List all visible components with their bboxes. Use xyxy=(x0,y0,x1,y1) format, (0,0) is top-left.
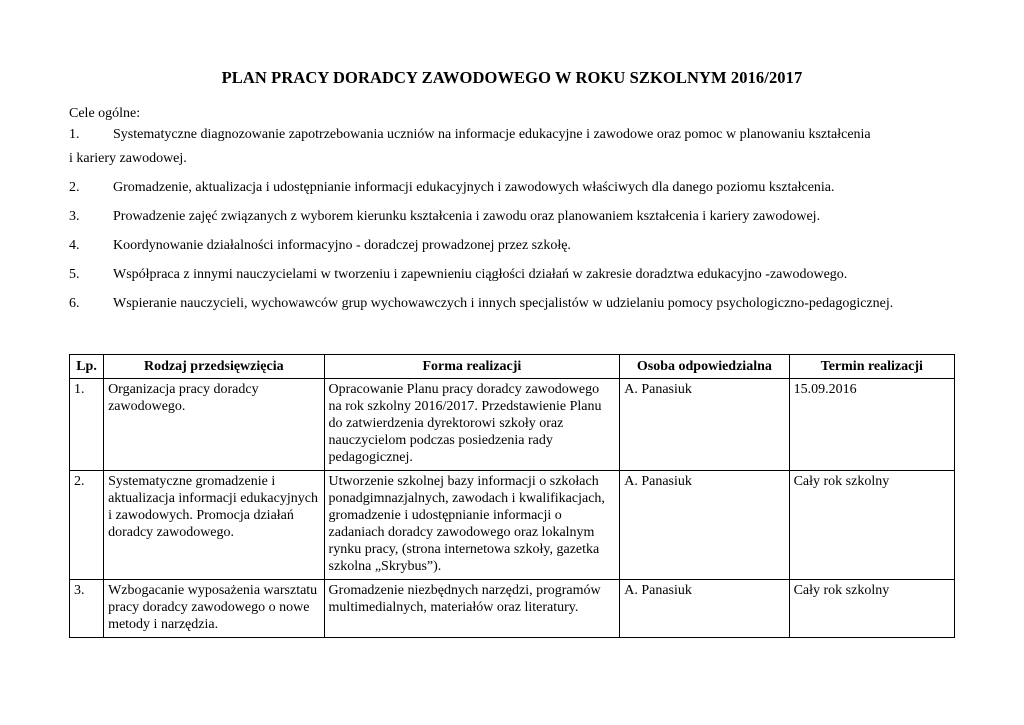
cell-lp: 2. xyxy=(70,471,104,580)
cell-lp: 3. xyxy=(70,580,104,638)
goal-item xyxy=(69,124,949,146)
goal-item xyxy=(69,177,949,199)
goal-number: 5. xyxy=(69,267,80,282)
cell-rodzaj: Systematyczne gromadzenie i aktualizacja informacji edukacyjnych i zawodowych. Promocja działań doradcy zawodowego. xyxy=(104,471,324,580)
goal-text: Prowadzenie zajęć związanych z wyborem kierunku kształcenia i zawodu oraz planowaniem kształcenia i kariery zawodowej. xyxy=(113,209,821,224)
goal-text: Współpraca z innymi nauczycielami w tworzeniu i zapewnieniu ciągłości działań w zakresie doradztwa edukacyjno -zawodowego. xyxy=(113,267,848,282)
cell-rodzaj: Organizacja pracy doradcy zawodowego. xyxy=(104,379,324,471)
cell-forma: Opracowanie Planu pracy doradcy zawodowego na rok szkolny 2016/2017. Przedstawienie Planu do zatwierdzenia dyrektorowi szkoły oraz nauczycielom podczas posiedzenia rady pedagogicznej. xyxy=(324,379,620,471)
goal-item xyxy=(69,235,949,257)
cell-osoba: A. Panasiuk xyxy=(620,580,789,638)
header-rodzaj: Rodzaj przedsięwzięcia xyxy=(104,355,324,379)
cell-termin: 15.09.2016 xyxy=(789,379,954,471)
cell-osoba: A. Panasiuk xyxy=(620,471,789,580)
cell-osoba: A. Panasiuk xyxy=(620,379,789,471)
table-header-row xyxy=(70,355,955,379)
goal-item xyxy=(69,264,949,286)
goal-item-continuation xyxy=(69,148,949,170)
goal-item xyxy=(69,293,949,315)
header-termin: Termin realizacji xyxy=(789,355,954,379)
goal-text: Systematyczne diagnozowanie zapotrzebowania uczniów na informacje edukacyjne i zawodowe oraz pomoc w planowaniu kształcenia xyxy=(113,127,871,142)
header-lp: Lp. xyxy=(70,355,104,379)
goal-number: 3. xyxy=(69,209,80,224)
cell-termin: Cały rok szkolny xyxy=(789,580,954,638)
header-forma: Forma realizacji xyxy=(324,355,620,379)
goal-text: Koordynowanie działalności informacyjno - doradczej prowadzonej przez szkołę. xyxy=(113,238,571,253)
cell-lp: 1. xyxy=(70,379,104,471)
table-row xyxy=(70,580,955,638)
plan-table xyxy=(69,354,955,638)
goals-heading: Cele ogólne: xyxy=(69,106,141,121)
cell-rodzaj: Wzbogacanie wyposażenia warsztatu pracy doradcy zawodowego o nowe metody i narzędzia. xyxy=(104,580,324,638)
header-osoba: Osoba odpowiedzialna xyxy=(620,355,789,379)
goal-text-continuation: i kariery zawodowej. xyxy=(69,151,187,166)
goal-text: Gromadzenie, aktualizacja i udostępnianie informacji edukacyjnych i zawodowych właściwych dla danego poziomu kształcenia. xyxy=(113,180,835,195)
goal-item xyxy=(69,206,949,228)
table-row xyxy=(70,379,955,471)
table-row xyxy=(70,471,955,580)
cell-termin: Cały rok szkolny xyxy=(789,471,954,580)
cell-forma: Utworzenie szkolnej bazy informacji o szkołach ponadgimnazjalnych, zawodach i kwalifikacjach, gromadzenie i udostępnianie informacji o zadaniach doradcy zawodowego oraz lokalnym rynku pracy, (strona internetowa szkoły, gazetka szkolna „Skrybus”). xyxy=(324,471,620,580)
goal-number: 2. xyxy=(69,180,80,195)
goal-number: 1. xyxy=(69,127,80,142)
goal-number: 4. xyxy=(69,238,80,253)
page-title: PLAN PRACY DORADCY ZAWODOWEGO W ROKU SZKOLNYM 2016/2017 xyxy=(221,68,803,87)
goal-number: 6. xyxy=(69,296,80,311)
cell-forma: Gromadzenie niezbędnych narzędzi, programów multimedialnych, materiałów oraz literatury. xyxy=(324,580,620,638)
goal-text: Wspieranie nauczycieli, wychowawców grup wychowawczych i innych specjalistów w udzielaniu pomocy psychologiczno-pedagogicznej. xyxy=(113,296,894,311)
